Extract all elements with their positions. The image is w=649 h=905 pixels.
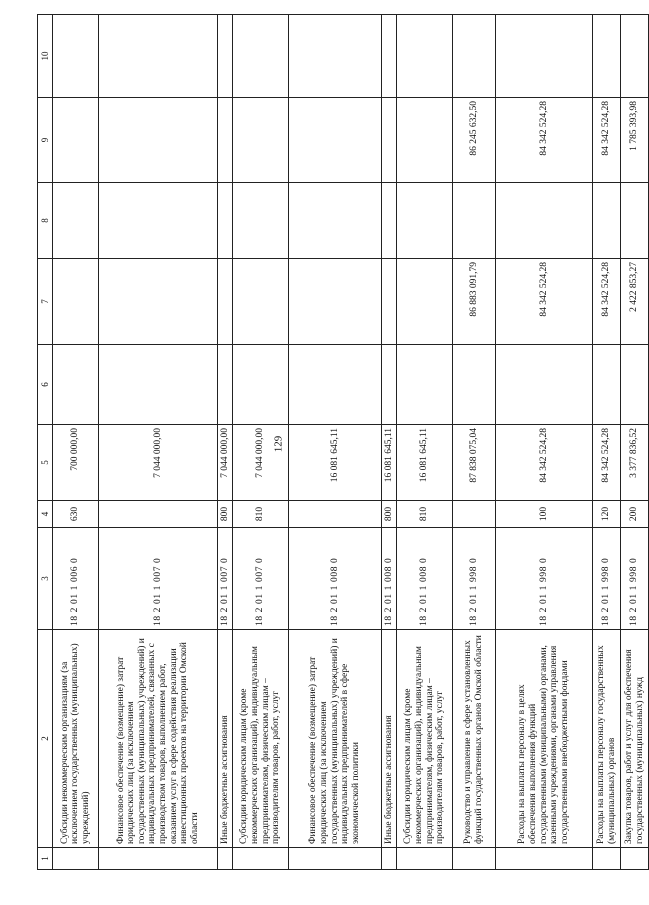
header-cell: 10: [38, 15, 53, 98]
amount-col6-cell: [621, 345, 649, 425]
table-row: [99, 15, 218, 870]
amount-col7-cell: [99, 259, 218, 345]
amount-col10-cell: [621, 15, 649, 98]
item-name-cell: Расходы на выплаты персоналу государственных (муниципальных) органов: [593, 630, 621, 848]
item-name-cell: Иные бюджетные ассигнования: [218, 630, 233, 848]
amount-col5-cell: 84 342 524,28: [593, 425, 621, 501]
row-num-cell: [99, 848, 218, 870]
row-num-cell: [496, 848, 593, 870]
amount-col10-cell: [289, 15, 382, 98]
amount-col9-cell: [289, 98, 382, 183]
row-num-cell: [453, 848, 496, 870]
amount-col10-cell: [218, 15, 233, 98]
amount-col10-cell: [382, 15, 397, 98]
row-num-cell: [621, 848, 649, 870]
amount-col7-cell: [382, 259, 397, 345]
amount-col6-cell: [233, 345, 289, 425]
amount-col8-cell: [397, 183, 453, 259]
target-article-cell: 18 2 01 1 007 0: [99, 528, 218, 630]
amount-col6-cell: [53, 345, 99, 425]
amount-col10-cell: [99, 15, 218, 98]
amount-col6-cell: [397, 345, 453, 425]
expense-type-cell: 100: [496, 501, 593, 528]
amount-col10-cell: [53, 15, 99, 98]
rotated-budget-table: [37, 15, 645, 870]
amount-col7-cell: 2 422 853,27: [621, 259, 649, 345]
header-cell: 9: [38, 98, 53, 183]
expense-type-cell: 200: [621, 501, 649, 528]
amount-col9-cell: 84 342 524,28: [593, 98, 621, 183]
item-name-cell: Иные бюджетные ассигнования: [382, 630, 397, 848]
amount-col7-cell: 84 342 524,28: [593, 259, 621, 345]
header-cell: 4: [38, 501, 53, 528]
table-row: [53, 15, 99, 870]
amount-col9-cell: [53, 98, 99, 183]
expense-type-cell: 630: [53, 501, 99, 528]
amount-col5-cell: 16 081 645,11: [382, 425, 397, 501]
target-article-cell: 18 2 01 1 008 0: [397, 528, 453, 630]
page-number: 129: [272, 435, 285, 453]
amount-col10-cell: [397, 15, 453, 98]
amount-col7-cell: [289, 259, 382, 345]
amount-col6-cell: [593, 345, 621, 425]
amount-col5-cell: 87 838 075,04: [453, 425, 496, 501]
amount-col9-cell: [218, 98, 233, 183]
budget-table: [37, 14, 649, 870]
item-name-cell: Субсидии юридическим лицам (кроме некоммерческих организаций), индивидуальным предпринимателям, физическим лицам – производителям товаров, работ, услуг: [233, 630, 289, 848]
table-row: [496, 15, 593, 870]
header-cell: 3: [38, 528, 53, 630]
target-article-cell: 18 2 01 1 007 0: [218, 528, 233, 630]
item-name-cell: Субсидии юридическим лицам (кроме некоммерческих организаций), индивидуальным предпринимателям, физическим лицам – производителям товаров, работ, услуг: [397, 630, 453, 848]
amount-col8-cell: [453, 183, 496, 259]
amount-col9-cell: 86 245 632,50: [453, 98, 496, 183]
amount-col10-cell: [233, 15, 289, 98]
table-row: [593, 15, 621, 870]
amount-col8-cell: [496, 183, 593, 259]
row-num-cell: [218, 848, 233, 870]
amount-col9-cell: 84 342 524,28: [496, 98, 593, 183]
amount-col10-cell: [593, 15, 621, 98]
amount-col8-cell: [218, 183, 233, 259]
amount-col6-cell: [453, 345, 496, 425]
table-row: [289, 15, 382, 870]
header-cell: 7: [38, 259, 53, 345]
amount-col10-cell: [496, 15, 593, 98]
expense-type-cell: 120: [593, 501, 621, 528]
item-name-cell: Закупка товаров, работ и услуг для обеспечения государственных (муниципальных) нужд: [621, 630, 649, 848]
amount-col5-cell: 3 377 836,52: [621, 425, 649, 501]
expense-type-cell: 800: [382, 501, 397, 528]
table-row: [453, 15, 496, 870]
header-cell: 2: [38, 630, 53, 848]
amount-col8-cell: [382, 183, 397, 259]
header-cell: 1: [38, 848, 53, 870]
header-cell: 8: [38, 183, 53, 259]
amount-col9-cell: [397, 98, 453, 183]
expense-type-cell: [453, 501, 496, 528]
header-cell: 5: [38, 425, 53, 501]
amount-col9-cell: [99, 98, 218, 183]
amount-col8-cell: [53, 183, 99, 259]
amount-col6-cell: [99, 345, 218, 425]
amount-col7-cell: [53, 259, 99, 345]
amount-col5-cell: 7 044 000,00: [99, 425, 218, 501]
item-name-cell: Субсидии некоммерческим организациям (за исключением государственных (муниципальных) учреждений): [53, 630, 99, 848]
amount-col5-cell: 84 342 524,28: [496, 425, 593, 501]
header-row: [38, 15, 53, 870]
amount-col8-cell: [289, 183, 382, 259]
target-article-cell: 18 2 01 1 998 0: [593, 528, 621, 630]
expense-type-cell: 810: [233, 501, 289, 528]
target-article-cell: 18 2 01 1 008 0: [289, 528, 382, 630]
target-article-cell: 18 2 01 1 998 0: [496, 528, 593, 630]
row-num-cell: [593, 848, 621, 870]
target-article-cell: 18 2 01 1 008 0: [382, 528, 397, 630]
amount-col6-cell: [496, 345, 593, 425]
amount-col7-cell: [397, 259, 453, 345]
table-row: [233, 15, 289, 870]
target-article-cell: 18 2 01 1 998 0: [621, 528, 649, 630]
amount-col5-cell: 700 000,00: [53, 425, 99, 501]
amount-col6-cell: [382, 345, 397, 425]
target-article-cell: 18 2 01 1 998 0: [453, 528, 496, 630]
row-num-cell: [53, 848, 99, 870]
target-article-cell: 18 2 01 1 007 0: [233, 528, 289, 630]
amount-col8-cell: [233, 183, 289, 259]
amount-col8-cell: [593, 183, 621, 259]
expense-type-cell: [289, 501, 382, 528]
amount-col6-cell: [218, 345, 233, 425]
amount-col8-cell: [621, 183, 649, 259]
amount-col9-cell: [233, 98, 289, 183]
amount-col6-cell: [289, 345, 382, 425]
amount-col9-cell: 1 785 393,98: [621, 98, 649, 183]
expense-type-cell: 800: [218, 501, 233, 528]
table-row: [382, 15, 397, 870]
expense-type-cell: 810: [397, 501, 453, 528]
table-row: [397, 15, 453, 870]
amount-col5-cell: 7 044 000,00: [218, 425, 233, 501]
row-num-cell: [289, 848, 382, 870]
amount-col7-cell: 84 342 524,28: [496, 259, 593, 345]
amount-col5-cell: 16 081 645,11: [289, 425, 382, 501]
table-row: [218, 15, 233, 870]
target-article-cell: 18 2 01 1 006 0: [53, 528, 99, 630]
row-num-cell: [233, 848, 289, 870]
amount-col7-cell: [233, 259, 289, 345]
item-name-cell: Финансовое обеспечение (возмещение) затрат юридических лиц (за исключением государственных (муниципальных) учреждений) и индивидуальных предпринимателей, связанных с производством товаров, выполнением работ, оказанием услуг в сфере содействия реализации инвестиционных проектов на территории Омской области: [99, 630, 218, 848]
amount-col8-cell: [99, 183, 218, 259]
header-cell: 6: [38, 345, 53, 425]
amount-col7-cell: [218, 259, 233, 345]
amount-col7-cell: 86 883 091,79: [453, 259, 496, 345]
row-num-cell: [397, 848, 453, 870]
amount-col5-cell: 7 044 000,00: [233, 425, 289, 501]
item-name-cell: Финансовое обеспечение (возмещение) затрат юридических лиц (за исключением государственных (муниципальных) учреждений) и индивидуальных предпринимателей в сфере экономической политики: [289, 630, 382, 848]
item-name-cell: Руководство и управление в сфере установленных функций государственных органов Омской области: [453, 630, 496, 848]
expense-type-cell: [99, 501, 218, 528]
amount-col5-cell: 16 081 645,11: [397, 425, 453, 501]
table-row: [621, 15, 649, 870]
amount-col9-cell: [382, 98, 397, 183]
item-name-cell: Расходы на выплаты персоналу в целях обеспечения выполнения функций государственными (муниципальными) органами, казенными учреждениями, органами управления государственными внебюджетными фондами: [496, 630, 593, 848]
amount-col10-cell: [453, 15, 496, 98]
row-num-cell: [382, 848, 397, 870]
